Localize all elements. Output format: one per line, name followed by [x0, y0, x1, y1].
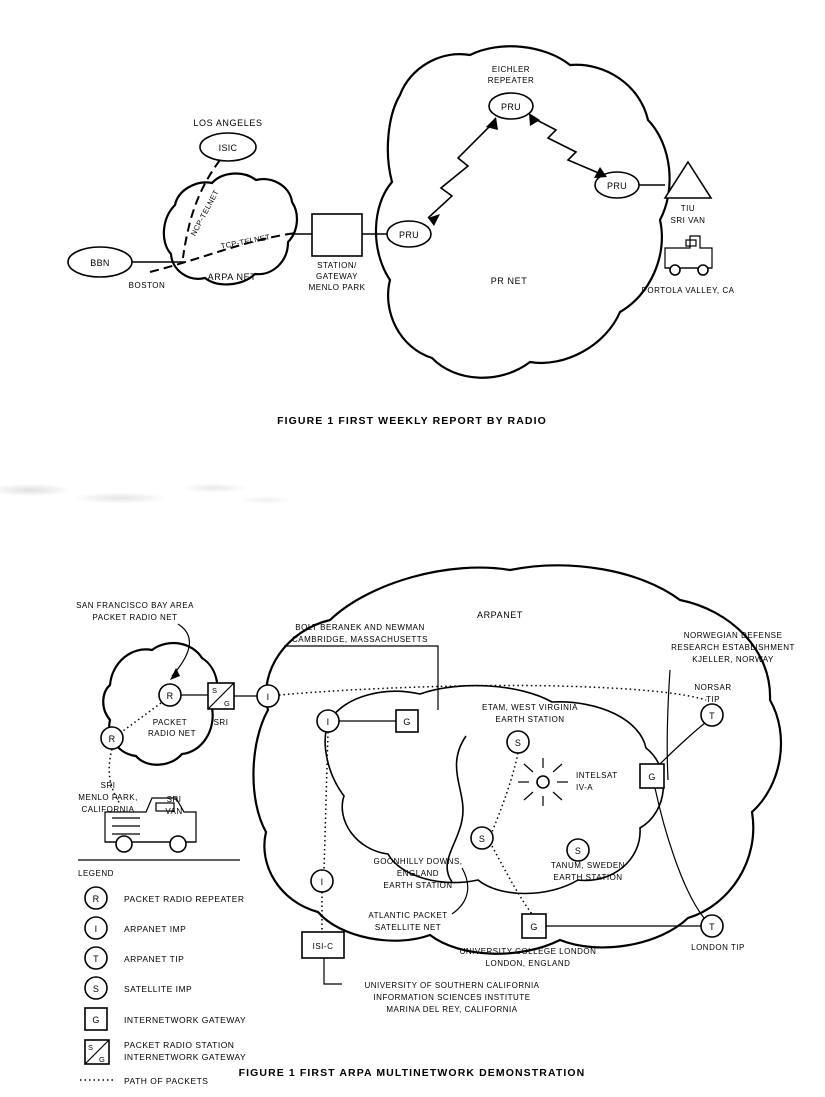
legend-title: LEGEND — [78, 869, 114, 878]
usc-line3: MARINA DEL REY, CALIFORNIA — [386, 1005, 518, 1014]
packets-path-to-ucl — [492, 846, 532, 914]
packet-radio-net-line2: RADIO NET — [147, 729, 197, 738]
goonhilly-line3: EARTH STATION — [383, 881, 453, 890]
sri-menlo-line1: SRI — [100, 781, 116, 790]
legend-label-path-of-packets: PATH OF PACKETS — [124, 1076, 209, 1086]
radio-link-right — [531, 117, 601, 174]
legend-label-satellite-imp: SATELLITE IMP — [124, 984, 193, 994]
station-gateway-line3: MENLO PARK — [308, 283, 366, 292]
portola-valley-label: PORTOLA VALLEY, CA — [641, 286, 735, 295]
sri-van-bottom-line1: SRI — [166, 795, 182, 804]
bbn-leader — [284, 646, 438, 710]
intelsat-line1: INTELSAT — [576, 771, 618, 780]
sf-bay-line1: SAN FRANCISCO BAY AREA — [76, 601, 194, 610]
sf-bay-arrow — [170, 668, 180, 680]
eichler-line1: EICHLER — [491, 65, 531, 74]
atlantic-leader — [452, 868, 468, 914]
legend-symbol-r-glyph: R — [92, 894, 100, 904]
node-s-tanum-label: S — [574, 846, 582, 856]
atlantic-line2: SATELLITE NET — [374, 923, 442, 932]
legend-label-internetwork-gateway: INTERNETWORK GATEWAY — [124, 1015, 247, 1025]
node-s-etam-label: S — [514, 738, 522, 748]
packet-radio-net-line1: PACKET — [152, 718, 188, 727]
pru-top-label: PRU — [501, 102, 521, 112]
arpa-net-label: ARPA NET — [207, 272, 257, 282]
station-gateway-box — [312, 214, 362, 256]
radio-link-right-arrow-start — [529, 113, 540, 126]
sri-van-label: SRI VAN — [670, 216, 706, 225]
bbn-label: BBN — [90, 258, 110, 268]
legend-label-arpanet-tip: ARPANET TIP — [124, 954, 185, 964]
legend-symbol-t-glyph: T — [93, 954, 99, 964]
norsar-line2: TIP — [706, 695, 720, 704]
sf-bay-line2: PACKET RADIO NET — [92, 613, 178, 622]
goonhilly-line2: ENGLAND — [396, 869, 440, 878]
node-g-ucl-label: G — [530, 922, 538, 932]
node-t-norsar-label: T — [709, 711, 715, 721]
tcp-telnet-label: TCP-TELNET — [219, 232, 272, 251]
etam-line1: ETAM, WEST VIRGINIA — [482, 703, 578, 712]
node-s-goonhilly-label: S — [478, 834, 486, 844]
tcp-telnet-path — [150, 233, 296, 272]
intelsat-line2: IV-A — [576, 783, 594, 792]
sri-menlo-line2: MENLO PARK, — [78, 793, 138, 802]
legend-symbol-g-glyph: G — [92, 1015, 100, 1025]
node-g-right-label: G — [648, 772, 656, 782]
legend-label-pr-station-gw-line1: PACKET RADIO STATION — [124, 1040, 235, 1050]
legend-label-arpanet-imp: ARPANET IMP — [124, 924, 187, 934]
station-gateway-line1: STATION/ — [317, 261, 357, 270]
g-right-london-link — [655, 788, 704, 918]
ucl-line2: LONDON, ENGLAND — [485, 959, 571, 968]
ucl-line1: UNIVERSITY COLLEGE LONDON — [459, 947, 597, 956]
node-i-left-label: I — [326, 717, 330, 727]
sri-van-illustration — [665, 236, 712, 275]
node-i-sri-label: I — [266, 692, 270, 702]
isi-c-leader — [324, 958, 342, 984]
sri-label: SRI — [213, 718, 229, 727]
node-t-london-label: T — [709, 922, 715, 932]
figure-1-bottom-caption: FIGURE 1 FIRST ARPA MULTINETWORK DEMONSTRATION — [238, 1067, 586, 1079]
legend-symbol-i-glyph: I — [94, 924, 98, 934]
figure-1-top-diagram — [0, 0, 825, 450]
pr-net-label: PR NET — [490, 276, 528, 286]
node-g-left-label: G — [403, 717, 411, 727]
tanum-line1: TANUM, SWEDEN — [551, 861, 625, 870]
node-r-upper-label: R — [166, 691, 174, 701]
packets-path-satellite — [492, 753, 518, 832]
node-i-lower-left-label: I — [320, 877, 324, 887]
norwegian-leader — [667, 670, 670, 780]
tiu-label: TIU — [680, 204, 696, 213]
legend-symbol-sg-g: G — [99, 1055, 106, 1064]
norwegian-line3: KJELLER, NORWAY — [692, 655, 774, 664]
etam-line2: EARTH STATION — [495, 715, 565, 724]
node-r-lower-label: R — [108, 734, 116, 744]
legend-symbol-s-glyph: S — [92, 984, 100, 994]
sf-bay-leader — [172, 624, 189, 676]
eichler-line2: REPEATER — [487, 76, 535, 85]
sri-van-bottom-line2: VAN — [165, 807, 183, 816]
sri-menlo-line3: CALIFORNIA — [81, 805, 135, 814]
usc-line1: UNIVERSITY OF SOUTHERN CALIFORNIA — [364, 981, 540, 990]
bbn-line1: BOLT BERANEK AND NEWMAN — [295, 623, 425, 632]
pru-left-label: PRU — [399, 230, 419, 240]
atlantic-line1: ATLANTIC PACKET — [368, 911, 448, 920]
los-angeles-label: LOS ANGELES — [193, 118, 263, 128]
arpanet-label: ARPANET — [476, 610, 524, 620]
norsar-line1: NORSAR — [694, 683, 732, 692]
arpanet-blob-top — [164, 174, 297, 285]
tanum-line2: EARTH STATION — [553, 873, 623, 882]
norwegian-line2: RESEARCH ESTABLISHMENT — [671, 643, 795, 652]
figure-1-bottom-diagram — [0, 520, 825, 1097]
scan-smudge — [0, 478, 290, 512]
norwegian-line1: NORWEGIAN DEFENSE — [683, 631, 783, 640]
usc-line2: INFORMATION SCIENCES INSTITUTE — [373, 993, 531, 1002]
boston-label: BOSTON — [128, 281, 166, 290]
intelsat-node — [537, 776, 549, 788]
radio-link-left — [428, 124, 492, 218]
isic-label: ISIC — [218, 143, 238, 153]
legend-symbol-sg-s: S — [88, 1043, 94, 1052]
bbn-line2: CAMBRIDGE, MASSACHUSETTS — [291, 635, 429, 644]
station-gateway-line2: GATEWAY — [315, 272, 359, 281]
london-tip-label: LONDON TIP — [691, 943, 745, 952]
packets-path-transatlantic — [279, 685, 706, 700]
figure-1-top-caption: FIGURE 1 FIRST WEEKLY REPORT BY RADIO — [277, 415, 547, 427]
pru-right-label: PRU — [607, 181, 627, 191]
ncp-telnet-label: NCP-TELNET — [188, 188, 221, 238]
goonhilly-line1: GOONHILLY DOWNS, — [373, 857, 463, 866]
sri-box-s: S — [212, 686, 218, 695]
legend-label-packet-radio-repeater: PACKET RADIO REPEATER — [124, 894, 245, 904]
legend-label-pr-station-gw-line2: INTERNETWORK GATEWAY — [124, 1052, 247, 1062]
isi-c-label: ISI-C — [312, 942, 334, 951]
tiu-triangle — [665, 162, 711, 198]
sri-box-g: G — [224, 699, 231, 708]
